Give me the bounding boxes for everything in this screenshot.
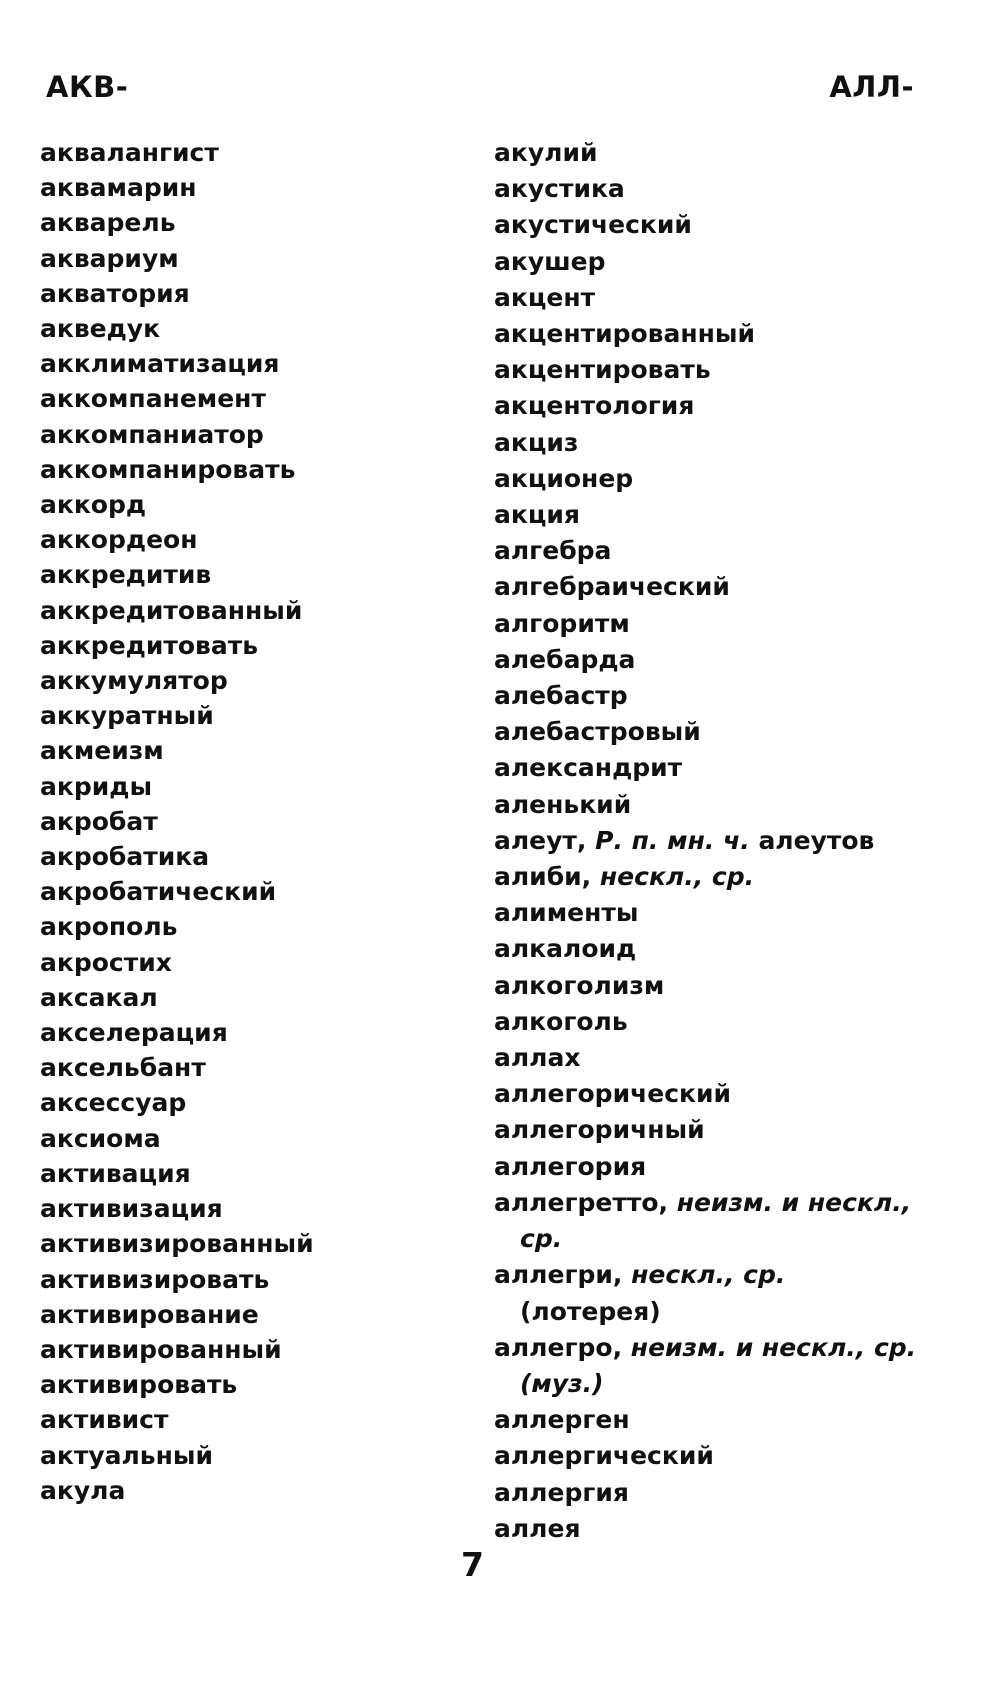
grammar-note: нескл., ср. — [631, 1260, 786, 1290]
entry-word: аллегорический — [494, 1079, 732, 1109]
dictionary-entry: акробат — [40, 806, 158, 836]
dictionary-entry — [494, 1330, 934, 1402]
entry-word: алебастр — [494, 681, 628, 711]
dictionary-entry — [494, 1076, 934, 1112]
dictionary-entry: аквамарин — [40, 173, 197, 203]
grammar-note: Р. п. мн. ч. — [595, 825, 750, 855]
dictionary-entry: аккомпаниатор — [40, 419, 264, 449]
dictionary-entry: аккредитив — [40, 560, 212, 590]
entry-word: акцентированный — [494, 319, 756, 349]
running-head-left: АКВ- — [46, 70, 129, 104]
dictionary-entry — [494, 1511, 934, 1547]
entry-word: аллерген — [494, 1405, 630, 1435]
entry-word: алебастровый — [494, 717, 701, 747]
dictionary-entry: активизированный — [40, 1229, 314, 1259]
dictionary-entry: акула — [40, 1475, 126, 1505]
entry-word: алкоголизм — [494, 970, 665, 1000]
dictionary-entry: акварель — [40, 208, 176, 238]
dictionary-entry — [494, 859, 934, 895]
entry-word: аллах — [494, 1043, 581, 1073]
entry-word: алгебраический — [494, 572, 730, 602]
grammar-note: неизм. и нескл., ср. (муз.) — [520, 1332, 917, 1398]
dictionary-entry: аксессуар — [40, 1088, 187, 1118]
entry-word: алгоритм — [494, 608, 630, 638]
dictionary-entry: активирование — [40, 1299, 259, 1329]
dictionary-entry: аксельбант — [40, 1053, 206, 1083]
entry-word: алиби, — [494, 862, 592, 892]
dictionary-entry: аккомпанировать — [40, 454, 296, 484]
entry-word: алименты — [494, 898, 639, 928]
dictionary-entry — [494, 280, 934, 316]
dictionary-entry — [494, 895, 934, 931]
right-word-column — [494, 135, 934, 1547]
dictionary-entry — [494, 1402, 934, 1438]
dictionary-entry: активист — [40, 1405, 169, 1435]
dictionary-entry: акробатика — [40, 842, 210, 872]
entry-word: акцентировать — [494, 355, 711, 385]
dictionary-entry — [494, 823, 934, 859]
dictionary-entry — [494, 1149, 934, 1185]
entry-tail: (лотерея) — [520, 1296, 661, 1326]
dictionary-entry: аккордеон — [40, 525, 198, 555]
entry-word: акушер — [494, 246, 606, 276]
dictionary-entry: аквалангист — [40, 138, 219, 167]
dictionary-entry: активизировать — [40, 1264, 270, 1294]
dictionary-entry: активация — [40, 1158, 191, 1188]
dictionary-entry: актуальный — [40, 1440, 214, 1470]
dictionary-entry: акриды — [40, 771, 153, 801]
dictionary-entry — [494, 461, 934, 497]
entry-word: александрит — [494, 753, 683, 783]
dictionary-entry: аквариум — [40, 243, 179, 273]
entry-word: аллегри, — [494, 1260, 623, 1290]
dictionary-entry — [494, 1475, 934, 1511]
dictionary-entry: акселерация — [40, 1018, 228, 1048]
entry-word: аллегро, — [494, 1332, 623, 1362]
dictionary-entry — [494, 497, 934, 533]
entry-word: аллегоричный — [494, 1115, 705, 1145]
entry-word: акция — [494, 500, 580, 530]
dictionary-entry — [494, 352, 934, 388]
page-number: 7 — [461, 1545, 484, 1584]
dictionary-entry — [494, 1185, 934, 1257]
dictionary-entry — [494, 1257, 934, 1329]
dictionary-entry — [494, 244, 934, 280]
dictionary-entry — [494, 207, 934, 243]
entry-word: аллергия — [494, 1477, 629, 1507]
left-word-column — [40, 135, 470, 1508]
dictionary-entry — [494, 931, 934, 967]
dictionary-entry: акватория — [40, 278, 190, 308]
dictionary-entry — [494, 569, 934, 605]
entry-word: алеут, — [494, 825, 587, 855]
dictionary-entry: активизация — [40, 1194, 223, 1224]
grammar-note: нескл., ср. — [599, 862, 755, 892]
dictionary-entry: аксакал — [40, 982, 158, 1012]
entry-word: акустика — [494, 174, 625, 204]
dictionary-entry — [494, 1112, 934, 1148]
entry-word: акулий — [494, 138, 598, 167]
entry-word: акциз — [494, 427, 579, 457]
entry-word: акционер — [494, 463, 634, 493]
dictionary-entry: акробатический — [40, 877, 277, 907]
dictionary-entry: аккредитовать — [40, 630, 259, 660]
dictionary-entry: акмеизм — [40, 736, 164, 766]
dictionary-entry — [494, 750, 934, 786]
entry-word: алкалоид — [494, 934, 637, 964]
dictionary-entry — [494, 388, 934, 424]
running-head-right: АЛЛ- — [829, 70, 914, 104]
dictionary-entry — [494, 135, 934, 171]
dictionary-entry: акростих — [40, 947, 172, 977]
dictionary-entry — [494, 1004, 934, 1040]
entry-word: акцентология — [494, 391, 695, 421]
entry-word: аллея — [494, 1513, 581, 1543]
dictionary-entry: аккорд — [40, 490, 147, 520]
entry-word: алгебра — [494, 536, 612, 566]
dictionary-entry: аккумулятор — [40, 666, 228, 696]
dictionary-entry: акведук — [40, 314, 161, 344]
entry-tail: алеутов — [758, 825, 875, 855]
dictionary-entry: активировать — [40, 1370, 238, 1400]
dictionary-entry: аксиома — [40, 1123, 161, 1153]
dictionary-entry: аккредитованный — [40, 595, 303, 625]
entry-word: аллегория — [494, 1151, 647, 1181]
dictionary-entry — [494, 533, 934, 569]
dictionary-entry — [494, 787, 934, 823]
entry-word: алкоголь — [494, 1006, 628, 1036]
entry-word: алебарда — [494, 644, 636, 674]
dictionary-entry — [494, 316, 934, 352]
dictionary-entry: акрополь — [40, 912, 178, 942]
dictionary-entry: активированный — [40, 1334, 282, 1364]
dictionary-entry — [494, 678, 934, 714]
dictionary-entry — [494, 968, 934, 1004]
dictionary-entry — [494, 425, 934, 461]
dictionary-entry — [494, 1438, 934, 1474]
entry-word: аленький — [494, 789, 632, 819]
dictionary-entry: акклиматизация — [40, 349, 280, 379]
entry-word: акцент — [494, 282, 596, 312]
dictionary-entry — [494, 714, 934, 750]
entry-word: аллергический — [494, 1441, 714, 1471]
grammar-note: неизм. и нескл., ср. — [520, 1187, 912, 1254]
dictionary-entry — [494, 171, 934, 207]
dictionary-entry — [494, 606, 934, 642]
dictionary-entry — [494, 1040, 934, 1076]
dictionary-entry — [494, 642, 934, 678]
entry-word: акустический — [494, 210, 692, 240]
dictionary-entry: аккомпанемент — [40, 384, 266, 414]
entry-word: аллегретто, — [494, 1187, 669, 1217]
dictionary-entry: аккуратный — [40, 701, 214, 731]
